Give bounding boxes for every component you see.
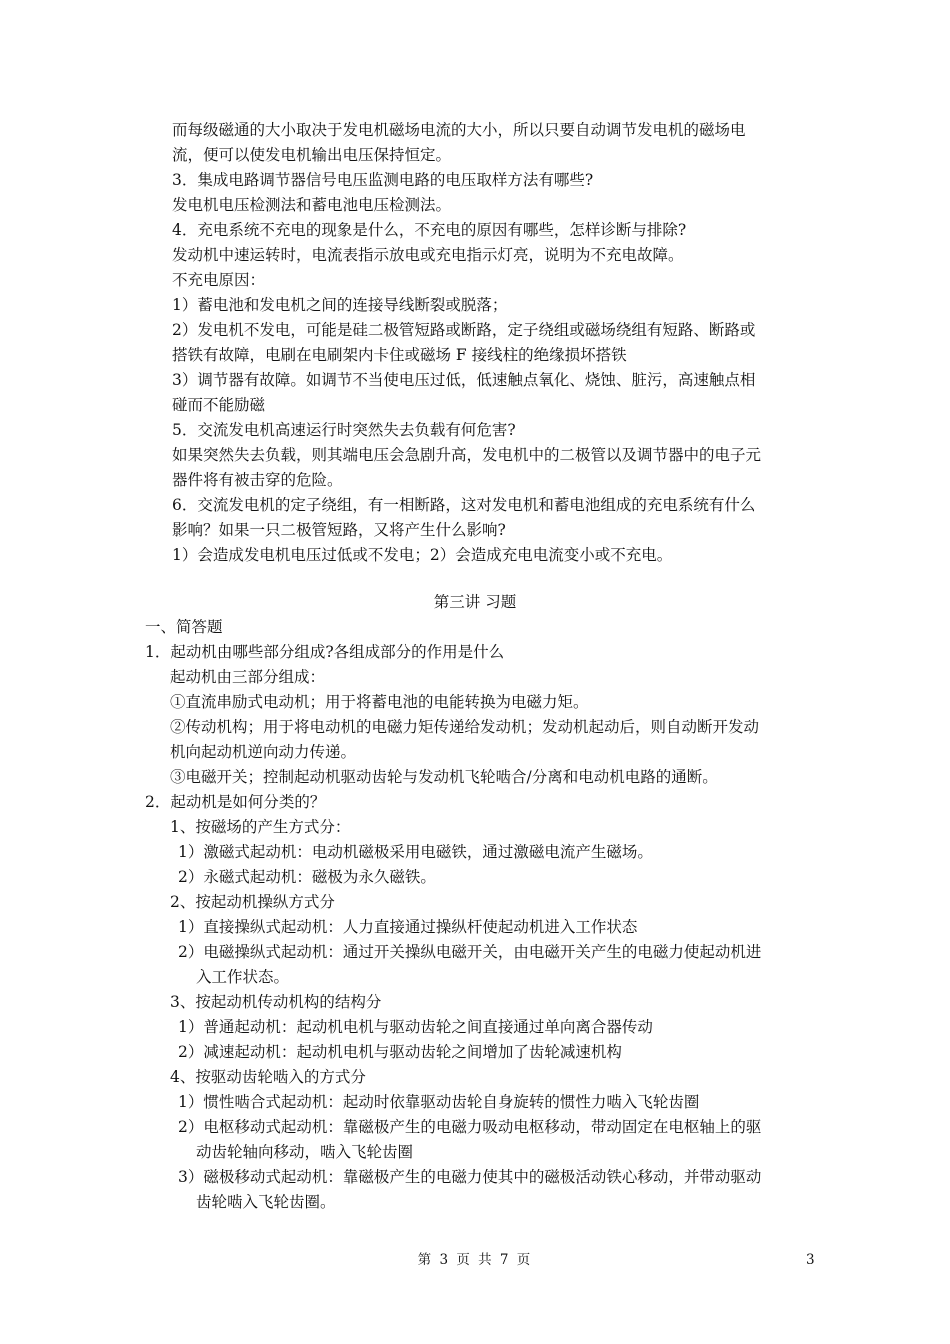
list-item: 1）普通起动机：起动机电机与驱动齿轮之间直接通过单向离合器传动 <box>178 1018 653 1036</box>
answer-line: ①直流串励式电动机；用于将蓄电池的电能转换为电磁力矩。 <box>170 693 589 711</box>
answer-line: 不充电原因： <box>172 271 266 289</box>
list-item: 齿轮啮入飞轮齿圈。 <box>196 1193 336 1211</box>
subheading-line: 2、按起动机操纵方式分 <box>170 893 335 911</box>
list-item: 动齿轮轴向移动，啮入飞轮齿圈 <box>196 1143 414 1161</box>
answer-line: ②传动机构；用于将电动机的电磁力矩传递给发动机；发动机起动后，则自动断开发动 <box>170 718 760 736</box>
answer-line: 起动机由三部分组成： <box>170 668 326 686</box>
question-line: 5．交流发电机高速运行时突然失去负载有何危害? <box>172 421 516 439</box>
answer-line: 3）调节器有故障。如调节不当使电压过低，低速触点氧化、烧蚀、脏污，高速触点相 <box>172 371 756 389</box>
answer-line: 如果突然失去负载，则其端电压会急剧升高，发电机中的二极管以及调节器中的电子元 <box>172 446 762 464</box>
list-item: 1）直接操纵式起动机：人力直接通过操纵杆使起动机进入工作状态 <box>178 918 638 936</box>
section-heading: 一、简答题 <box>145 618 223 636</box>
subheading-line: 4、按驱动齿轮啮入的方式分 <box>170 1068 366 1086</box>
page-footer: 第 3 页 共 7 页 <box>417 1252 533 1268</box>
question-line: 2．起动机是如何分类的？ <box>145 793 326 811</box>
page-number: 3 <box>806 1252 815 1268</box>
section-title: 第三讲 习题 <box>433 593 517 611</box>
answer-line: 碰而不能励磁 <box>172 396 266 414</box>
answer-line: ③电磁开关；控制起动机驱动齿轮与发动机飞轮啮合/分离和电动机电路的通断。 <box>170 768 718 786</box>
body-line: 而每级磁通的大小取决于发电机磁场电流的大小，所以只要自动调节发电机的磁场电 <box>172 121 746 139</box>
body-line: 流，便可以使发电机输出电压保持恒定。 <box>172 146 452 164</box>
answer-line: 2）发电机不发电，可能是硅二极管短路或断路，定子绕组或磁场绕组有短路、断路或 <box>172 321 756 339</box>
list-item: 2）减速起动机：起动机电机与驱动齿轮之间增加了齿轮减速机构 <box>178 1043 622 1061</box>
question-line: 1．起动机由哪些部分组成?各组成部分的作用是什么 <box>145 643 505 661</box>
question-line: 影响？如果一只二极管短路，又将产生什么影响? <box>172 521 506 539</box>
answer-line: 1）蓄电池和发电机之间的连接导线断裂或脱落； <box>172 296 508 314</box>
question-line: 4．充电系统不充电的现象是什么，不充电的原因有哪些，怎样诊断与排除? <box>172 221 687 239</box>
answer-line: 1）会造成发电机电压过低或不发电；2）会造成充电电流变小或不充电。 <box>172 546 673 564</box>
list-item: 2）永磁式起动机：磁极为永久磁铁。 <box>178 868 436 886</box>
list-item: 1）惯性啮合式起动机：起动时依靠驱动齿轮自身旋转的惯性力啮入飞轮齿圈 <box>178 1093 700 1111</box>
list-item: 2）电磁操纵式起动机：通过开关操纵电磁开关，由电磁开关产生的电磁力使起动机进 <box>178 943 762 961</box>
answer-line: 发动机中速运转时，电流表指示放电或充电指示灯亮，说明为不充电故障。 <box>172 246 684 264</box>
list-item: 2）电枢移动式起动机：靠磁极产生的电磁力吸动电枢移动，带动固定在电枢轴上的驱 <box>178 1118 762 1136</box>
list-item: 入工作状态。 <box>196 968 290 986</box>
answer-line: 机向起动机逆向动力传递。 <box>170 743 357 761</box>
answer-line: 器件将有被击穿的危险。 <box>172 471 343 489</box>
subheading-line: 3、按起动机传动机构的结构分 <box>170 993 382 1011</box>
list-item: 3）磁极移动式起动机：靠磁极产生的电磁力使其中的磁极活动铁心移动，并带动驱动 <box>178 1168 762 1186</box>
list-item: 1）激磁式起动机：电动机磁极采用电磁铁，通过激磁电流产生磁场。 <box>178 843 653 861</box>
subheading-line: 1、按磁场的产生方式分： <box>170 818 351 836</box>
answer-line: 发电机电压检测法和蓄电池电压检测法。 <box>172 196 452 214</box>
question-line: 6．交流发电机的定子绕组，有一相断路，这对发电机和蓄电池组成的充电系统有什么 <box>172 496 756 514</box>
answer-line: 搭铁有故障，电刷在电刷架内卡住或磁场 F 接线柱的绝缘损坏搭铁 <box>172 346 627 364</box>
question-line: 3．集成电路调节器信号电压监测电路的电压取样方法有哪些? <box>172 171 594 189</box>
